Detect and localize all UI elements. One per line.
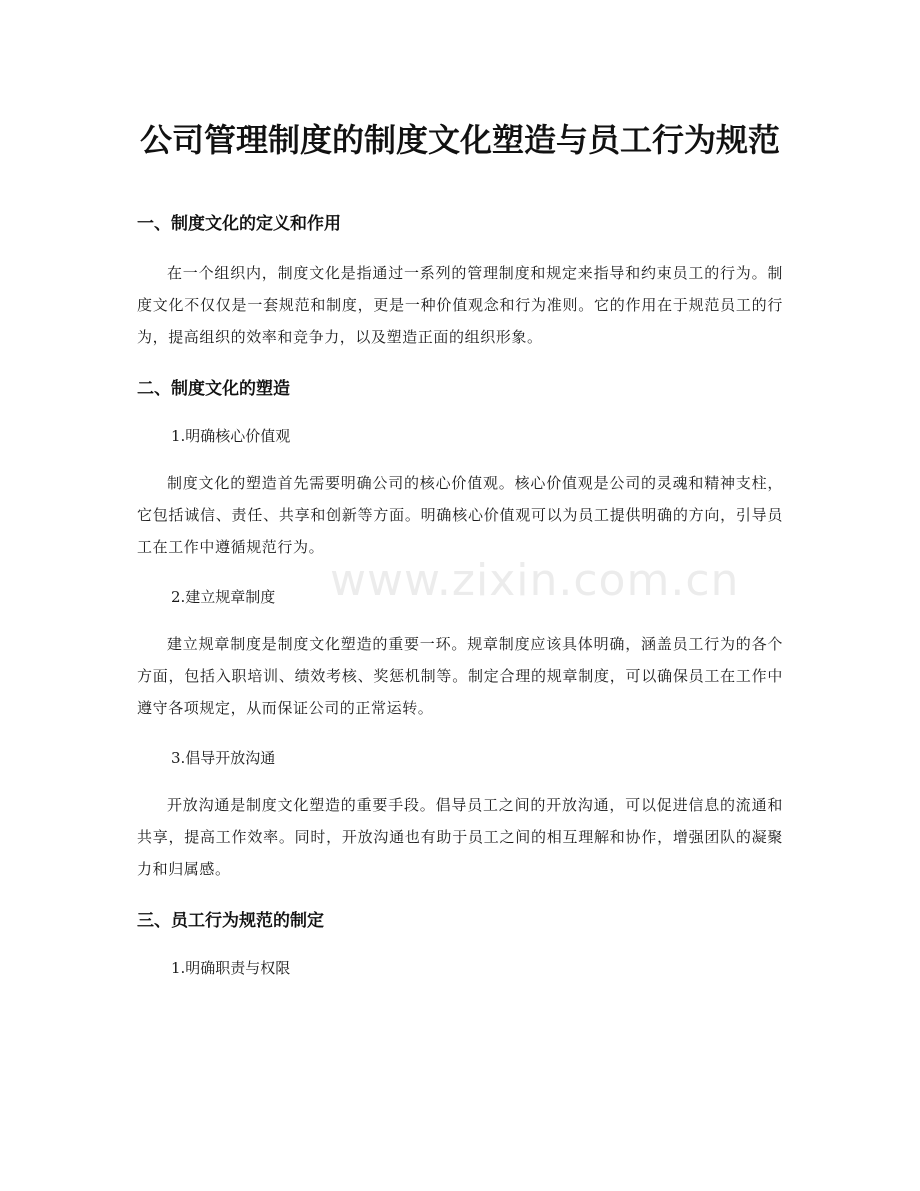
section-heading-3: 三、员工行为规范的制定 bbox=[137, 911, 324, 931]
subheading-2-1: 1.明确核心价值观 bbox=[171, 427, 291, 445]
section-heading-2: 二、制度文化的塑造 bbox=[137, 379, 290, 399]
paragraph-2-3: 开放沟通是制度文化塑造的重要手段。倡导员工之间的开放沟通，可以促进信息的流通和共享，提高工作效率。同时，开放沟通也有助于员工之间的相互理解和协作，增强团队的凝聚力和归属感。 bbox=[137, 796, 783, 878]
document-page bbox=[137, 0, 783, 980]
watermark: www.zixin.com.cn bbox=[330, 555, 740, 606]
paragraph-2-1: 制度文化的塑造首先需要明确公司的核心价值观。核心价值观是公司的灵魂和精神支柱，它包括诚信、责任、共享和创新等方面。明确核心价值观可以为员工提供明确的方向，引导员工在工作中遵循规范行为。 bbox=[137, 474, 783, 556]
section-1-paragraph: 在一个组织内，制度文化是指通过一系列的管理制度和规定来指导和约束员工的行为。制度文化不仅仅是一套规范和制度，更是一种价值观念和行为准则。它的作用在于规范员工的行为，提高组织的效率和竞争力，以及塑造正面的组织形象。 bbox=[137, 264, 783, 346]
paragraph-2-2: 建立规章制度是制度文化塑造的重要一环。规章制度应该具体明确，涵盖员工行为的各个方面，包括入职培训、绩效考核、奖惩机制等。制定合理的规章制度，可以确保员工在工作中遵守各项规定，从而保证公司的正常运转。 bbox=[137, 635, 783, 717]
section-heading-1: 一、制度文化的定义和作用 bbox=[137, 214, 341, 234]
subheading-2-2: 2.建立规章制度 bbox=[171, 588, 276, 606]
subheading-2-3: 3.倡导开放沟通 bbox=[171, 749, 276, 767]
document-title: 公司管理制度的制度文化塑造与员工行为规范 bbox=[139, 121, 780, 159]
subheading-3-1: 1.明确职责与权限 bbox=[171, 959, 291, 977]
